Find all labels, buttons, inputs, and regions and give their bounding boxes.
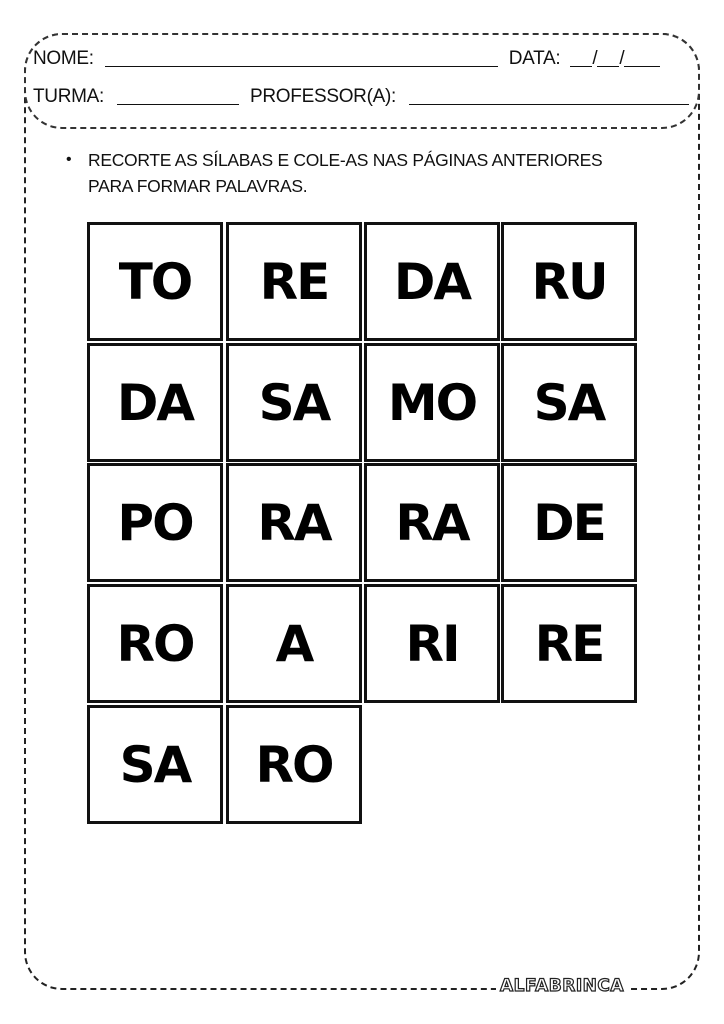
date-day-field[interactable] (570, 48, 592, 67)
syllable-text: DA (393, 252, 471, 311)
syllable-tile[interactable] (226, 584, 362, 703)
syllable-tile[interactable] (226, 463, 362, 582)
syllable-text: DE (533, 493, 605, 552)
syllable-text: RU (531, 252, 607, 311)
syllable-text: RA (257, 493, 331, 552)
syllable-text: DA (116, 373, 194, 432)
syllable-tile[interactable] (87, 705, 223, 824)
bullet-icon: • (66, 151, 72, 168)
syllable-tile[interactable] (226, 222, 362, 341)
syllable-tile[interactable] (364, 463, 500, 582)
syllable-tile[interactable] (87, 463, 223, 582)
name-label: NOME: (33, 48, 94, 69)
date-separator: / (592, 48, 598, 69)
syllable-text: SA (258, 373, 330, 432)
syllable-text: RO (255, 735, 333, 794)
date-year-field[interactable] (624, 48, 660, 67)
class-field[interactable] (117, 86, 239, 105)
alfabrinca-logo: ALFABRINCA (496, 976, 628, 996)
syllable-text: RI (405, 614, 459, 673)
syllable-tile[interactable] (501, 584, 637, 703)
syllable-tile[interactable] (87, 222, 223, 341)
class-label: TURMA: (33, 86, 105, 107)
syllable-text: SA (119, 735, 191, 794)
date-month-field[interactable] (597, 48, 619, 67)
syllable-text: MO (387, 373, 477, 432)
syllable-text: RA (395, 493, 469, 552)
instruction (66, 147, 602, 199)
syllable-text: A (275, 614, 313, 673)
header-row-name-date (33, 48, 660, 70)
syllable-tile[interactable] (364, 343, 500, 462)
header-row-class-teacher (33, 86, 689, 108)
date-label: DATA: (508, 48, 561, 69)
syllable-tile[interactable] (226, 705, 362, 824)
syllable-text: RE (534, 614, 604, 673)
instruction-line-1: RECORTE AS SÍLABAS E COLE-AS NAS PÁGINAS ANTERIORES (88, 150, 603, 170)
syllable-tile[interactable] (87, 343, 223, 462)
syllable-tile[interactable] (87, 584, 223, 703)
syllable-text: RO (116, 614, 194, 673)
teacher-field[interactable] (409, 86, 689, 105)
syllable-text: SA (533, 373, 605, 432)
syllable-text: RE (259, 252, 329, 311)
syllable-text: PO (117, 493, 193, 552)
date-separator: / (619, 48, 625, 69)
syllable-text: TO (118, 252, 192, 311)
syllable-tile[interactable] (364, 222, 500, 341)
instruction-line-2: PARA FORMAR PALAVRAS. (88, 176, 308, 196)
syllable-tile[interactable] (501, 222, 637, 341)
syllable-tile[interactable] (501, 463, 637, 582)
teacher-label: PROFESSOR(A): (250, 86, 397, 107)
name-field[interactable] (105, 48, 498, 67)
syllable-tile[interactable] (226, 343, 362, 462)
syllable-tile[interactable] (364, 584, 500, 703)
syllable-tile[interactable] (501, 343, 637, 462)
